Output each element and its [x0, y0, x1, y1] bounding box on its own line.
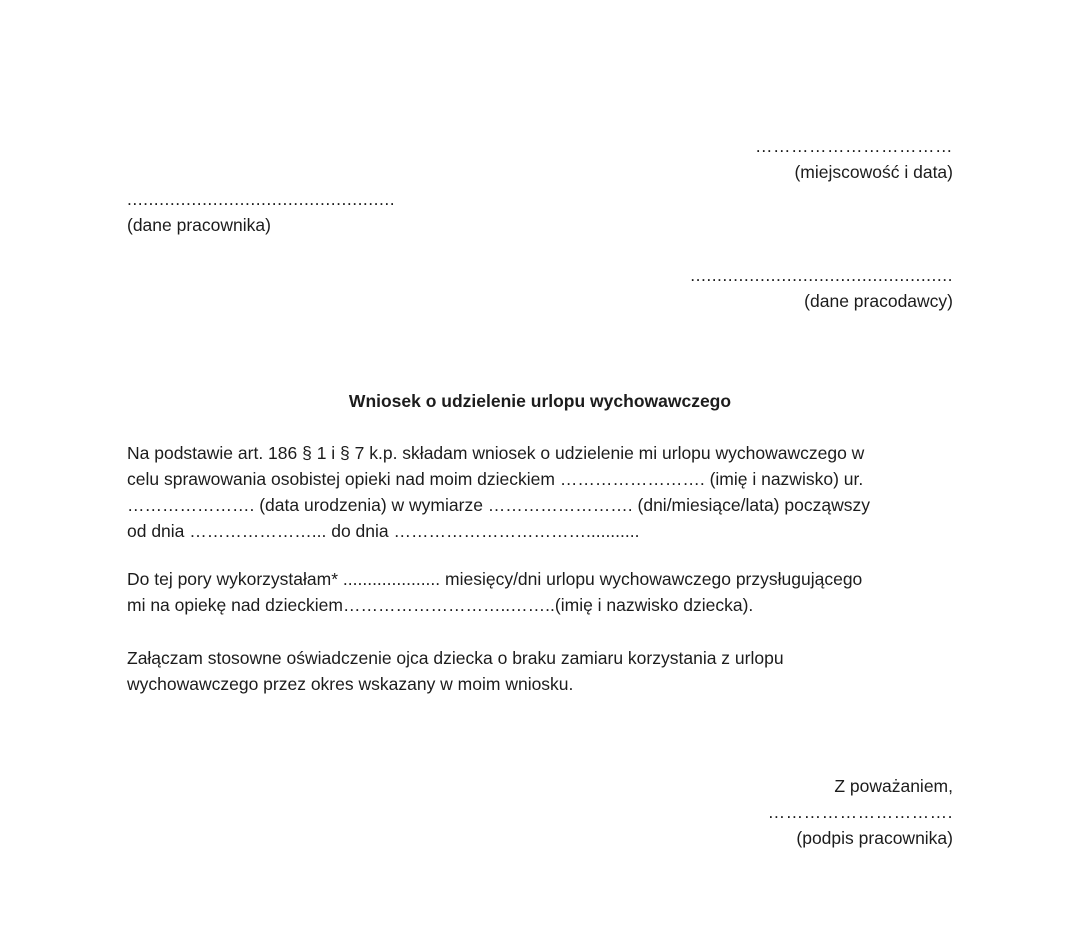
paragraph-line: celu sprawowania osobistej opieki nad moim dzieckiem ……………………. (imię i nazwisko) ur.: [127, 469, 864, 489]
place-date-block: [755, 133, 953, 185]
paragraph-line: wychowawczego przez okres wskazany w moim wniosku.: [127, 674, 574, 694]
paragraph-line: Na podstawie art. 186 § 1 i § 7 k.p. składam wniosek o udzielenie mi urlopu wychowawczego w: [127, 443, 865, 463]
place-date-label: (miejscowość i data): [794, 162, 953, 182]
paragraph-line: od dnia …………………... do dnia ……………………………...........: [127, 521, 640, 541]
employee-data-label: (dane pracownika): [127, 215, 271, 235]
signature-block: [768, 773, 953, 851]
paragraph-line: Załączam stosowne oświadczenie ojca dziecka o braku zamiaru korzystania z urlopu: [127, 648, 784, 668]
paragraph-line: mi na opiekę nad dzieckiem………………………..……..(imię i nazwisko dziecka).: [127, 595, 754, 615]
employee-data-block: [127, 186, 395, 238]
paragraph-line: Do tej pory wykorzystałam* .................... miesięcy/dni urlopu wychowawczego przysługującego: [127, 569, 863, 589]
signature-closing: Z poważaniem,: [834, 776, 953, 796]
employer-data-block: [690, 262, 953, 314]
paragraph-attachment: [127, 645, 784, 697]
place-date-blank: ……………………………: [755, 136, 953, 156]
employer-data-blank: .................................................: [690, 265, 953, 285]
document-title: Wniosek o udzielenie urlopu wychowawczego: [348, 391, 732, 411]
paragraph-leave-used: [127, 566, 862, 618]
employee-data-blank: ..................................................: [127, 189, 396, 209]
signature-label: (podpis pracownika): [796, 828, 953, 848]
employer-data-label: (dane pracodawcy): [804, 291, 953, 311]
paragraph-legal-basis: [127, 440, 870, 544]
signature-blank: ………………………….: [767, 802, 953, 822]
paragraph-line: …………………. (data urodzenia) w wymiarze ……………………. (dni/miesiące/lata) począwszy: [127, 495, 870, 515]
